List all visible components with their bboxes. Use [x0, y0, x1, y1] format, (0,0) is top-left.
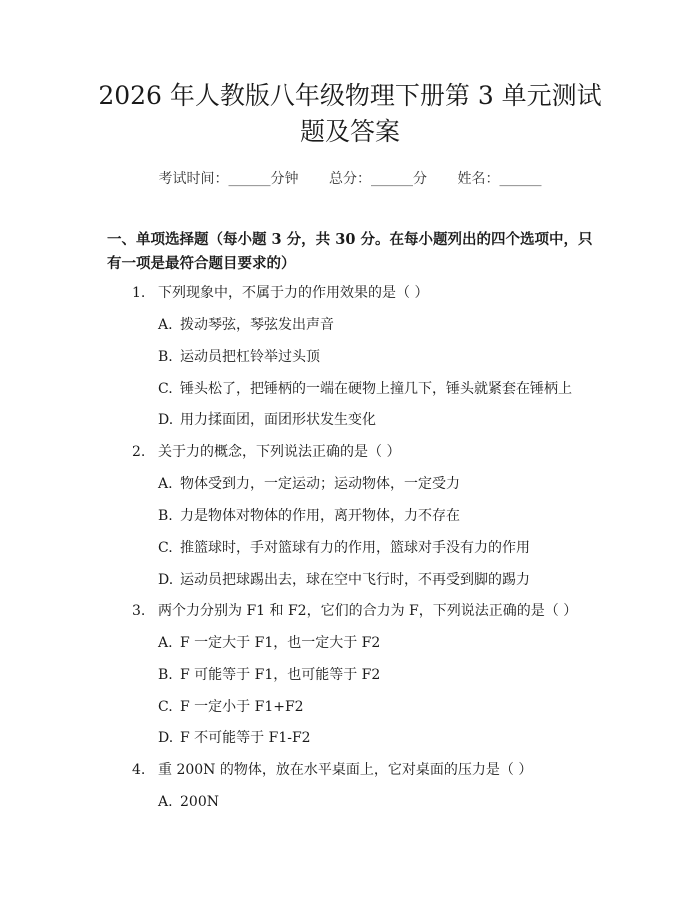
- option-label: B.: [158, 667, 173, 683]
- option-text: 200N: [180, 794, 219, 810]
- option-label: C.: [158, 381, 173, 397]
- question-stem: 下列现象中，不属于力的作用效果的是（ ）: [158, 285, 429, 301]
- option-label: A.: [158, 476, 173, 492]
- question-1-option-c: [158, 379, 572, 399]
- question-number: 2.: [132, 444, 146, 460]
- option-text: 用力揉面团，面团形状发生变化: [180, 412, 376, 428]
- question-2-option-d: [158, 570, 530, 590]
- page-title: [90, 78, 610, 150]
- option-label: B.: [158, 508, 173, 524]
- question-3-option-c: [158, 697, 304, 717]
- option-label: A.: [158, 635, 173, 651]
- option-text: F 一定大于 F1，也一定大于 F2: [180, 635, 381, 651]
- option-label: B.: [158, 349, 173, 365]
- question-3: [132, 601, 577, 621]
- option-text: 拨动琴弦，琴弦发出声音: [180, 317, 334, 333]
- option-label: C.: [158, 540, 173, 556]
- question-1-option-b: [158, 347, 320, 367]
- option-label: D.: [158, 412, 174, 428]
- section-heading: 一、单项选择题（每小题 3 分，共 30 分。在每小题列出的四个选项中，只有一项是最符合题目要求的）: [107, 231, 593, 272]
- option-text: 运动员把杠铃举过头顶: [180, 349, 320, 365]
- question-2: [132, 442, 400, 462]
- title-line-2: 题及答案: [299, 117, 400, 146]
- question-2-option-a: [158, 474, 460, 494]
- student-name: 姓名：______: [457, 171, 542, 187]
- question-stem: 关于力的概念，下列说法正确的是（ ）: [158, 444, 401, 460]
- option-label: A.: [158, 794, 173, 810]
- question-number: 3.: [132, 603, 146, 619]
- option-text: 运动员把球踢出去，球在空中飞行时，不再受到脚的踢力: [180, 572, 530, 588]
- option-label: D.: [158, 730, 174, 746]
- question-3-option-a: [158, 633, 380, 653]
- question-number: 1.: [132, 285, 146, 301]
- option-label: D.: [158, 572, 174, 588]
- option-text: 物体受到力，一定运动；运动物体，一定受力: [180, 476, 460, 492]
- question-1: [132, 283, 428, 303]
- question-3-option-d: [158, 728, 311, 748]
- question-number: 4.: [132, 762, 146, 778]
- question-4: [132, 760, 532, 780]
- question-2-option-b: [158, 506, 460, 526]
- question-3-option-b: [158, 665, 380, 685]
- option-text: 锤头松了，把锤柄的一端在硬物上撞几下，锤头就紧套在锤柄上: [180, 381, 572, 397]
- question-stem: 两个力分别为 F1 和 F2，它们的合力为 F，下列说法正确的是（ ）: [158, 603, 578, 619]
- option-text: F 可能等于 F1，也可能等于 F2: [180, 667, 381, 683]
- title-line-1: 2026 年人教版八年级物理下册第 3 单元测试: [98, 81, 602, 110]
- option-text: F 一定小于 F1+F2: [180, 699, 304, 715]
- question-4-option-a: [158, 792, 219, 812]
- question-2-option-c: [158, 538, 530, 558]
- question-stem: 重 200N 的物体，放在水平桌面上，它对桌面的压力是（ ）: [158, 762, 533, 778]
- option-text: 推篮球时，手对篮球有力的作用，篮球对手没有力的作用: [180, 540, 530, 556]
- exam-meta: [0, 168, 700, 188]
- option-label: C.: [158, 699, 173, 715]
- question-1-option-a: [158, 315, 334, 335]
- option-text: 力是物体对物体的作用，离开物体，力不存在: [180, 508, 460, 524]
- question-1-option-d: [158, 410, 376, 430]
- option-label: A.: [158, 317, 173, 333]
- total-score: 总分：______分: [329, 171, 427, 187]
- option-text: F 不可能等于 F1-F2: [180, 730, 311, 746]
- exam-time: 考试时间：______分钟: [158, 171, 299, 187]
